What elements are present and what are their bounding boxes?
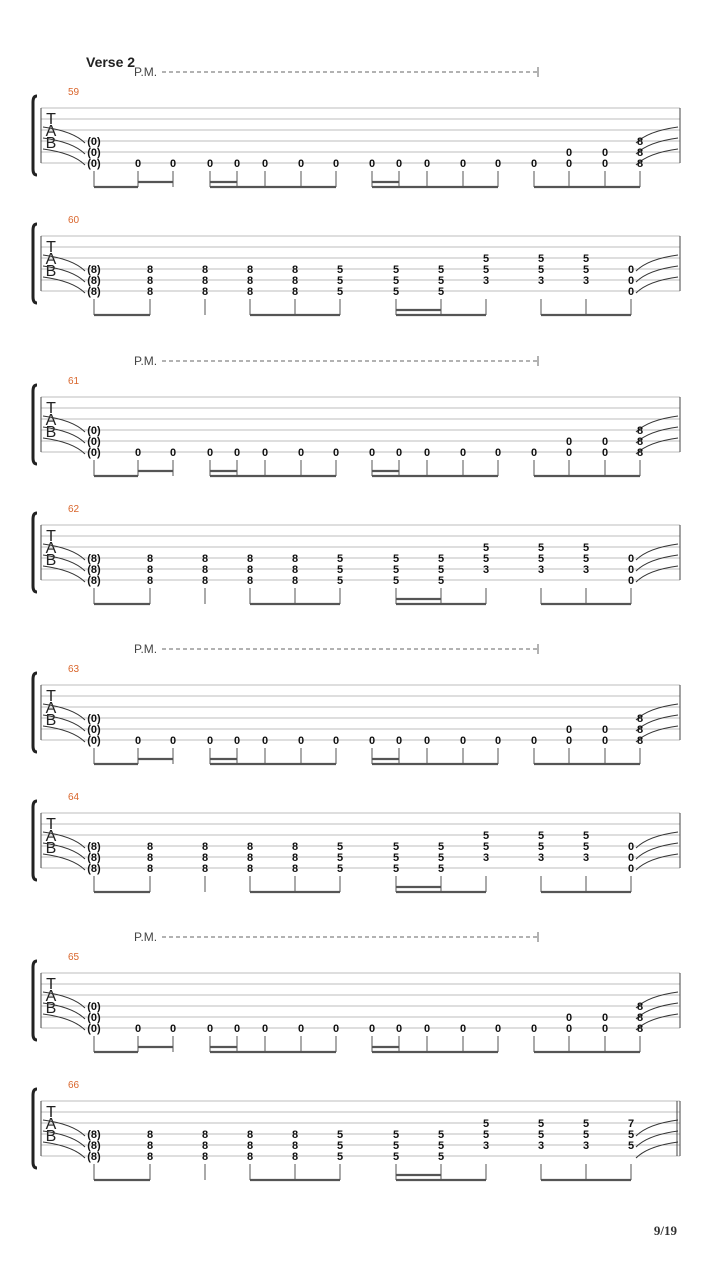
fret-number: 3 xyxy=(582,852,590,864)
tab-clef-letter: B xyxy=(45,263,57,280)
tab-clef-letter: A xyxy=(45,412,57,429)
tab-clef-letter: T xyxy=(46,111,56,128)
fret-number: 0 xyxy=(565,724,573,736)
fret-number: 0 xyxy=(627,852,635,864)
fret-number: 8 xyxy=(636,425,644,437)
fret-number: 0 xyxy=(627,286,635,298)
fret-number: 5 xyxy=(482,1118,490,1130)
fret-number: 0 xyxy=(494,447,502,459)
fret-number: 5 xyxy=(336,863,344,875)
fret-number: 5 xyxy=(537,1118,545,1130)
fret-number: 8 xyxy=(246,863,254,875)
bar-number: 60 xyxy=(68,215,80,226)
fret-number: 5 xyxy=(437,275,445,287)
fret-number: 5 xyxy=(482,253,490,265)
fret-number: 8 xyxy=(201,1151,209,1163)
tab-clef-letter: T xyxy=(46,688,56,705)
fret-number: 0 xyxy=(332,1023,340,1035)
fret-number: 0 xyxy=(297,158,305,170)
fret-number: 5 xyxy=(336,852,344,864)
palm-mute-label: P.M. xyxy=(134,354,158,368)
fret-number: 5 xyxy=(537,542,545,554)
tab-system-61 xyxy=(33,354,680,476)
fret-number: 5 xyxy=(627,1140,635,1152)
fret-number: 0 xyxy=(423,158,431,170)
fret-number: 5 xyxy=(482,1129,490,1141)
tab-clef-letter: B xyxy=(45,712,57,729)
fret-number: 5 xyxy=(336,841,344,853)
tied-note: (0) xyxy=(87,436,101,448)
fret-number: 3 xyxy=(537,852,545,864)
fret-number: 0 xyxy=(261,1023,269,1035)
fret-number: 0 xyxy=(261,158,269,170)
tied-note: (0) xyxy=(87,1001,101,1013)
fret-number: 5 xyxy=(392,264,400,276)
fret-number: 8 xyxy=(636,713,644,725)
fret-number: 0 xyxy=(627,264,635,276)
fret-number: 5 xyxy=(336,1151,344,1163)
bar-number: 65 xyxy=(68,952,80,963)
fret-number: 8 xyxy=(201,1140,209,1152)
fret-number: 5 xyxy=(336,1140,344,1152)
fret-number: 8 xyxy=(146,1129,154,1141)
fret-number: 0 xyxy=(169,735,177,747)
fret-number: 0 xyxy=(565,735,573,747)
fret-number: 8 xyxy=(146,841,154,853)
fret-number: 8 xyxy=(246,286,254,298)
fret-number: 8 xyxy=(201,564,209,576)
fret-number: 3 xyxy=(482,275,490,287)
fret-number: 5 xyxy=(582,542,590,554)
fret-number: 8 xyxy=(146,1140,154,1152)
fret-number: 5 xyxy=(582,264,590,276)
fret-number: 0 xyxy=(233,447,241,459)
fret-number: 5 xyxy=(437,575,445,587)
tied-note: (8) xyxy=(87,841,101,853)
fret-number: 8 xyxy=(291,1151,299,1163)
fret-number: 8 xyxy=(201,264,209,276)
fret-number: 5 xyxy=(582,841,590,853)
fret-number: 0 xyxy=(134,158,142,170)
fret-number: 8 xyxy=(291,841,299,853)
fret-number: 0 xyxy=(494,735,502,747)
fret-number: 0 xyxy=(233,735,241,747)
fret-number: 0 xyxy=(494,1023,502,1035)
tab-clef-letter: B xyxy=(45,552,57,569)
fret-number: 8 xyxy=(636,447,644,459)
fret-number: 5 xyxy=(437,863,445,875)
fret-number: 5 xyxy=(392,564,400,576)
fret-number: 5 xyxy=(537,1129,545,1141)
palm-mute-label: P.M. xyxy=(134,930,158,944)
fret-number: 8 xyxy=(246,1151,254,1163)
tab-system-64 xyxy=(33,792,680,892)
bar-number: 61 xyxy=(68,376,80,387)
fret-number: 8 xyxy=(291,852,299,864)
fret-number: 8 xyxy=(636,136,644,148)
fret-number: 8 xyxy=(146,863,154,875)
fret-number: 3 xyxy=(537,1140,545,1152)
tied-note: (8) xyxy=(87,1129,101,1141)
tab-clef-letter: A xyxy=(45,828,57,845)
bar-number: 59 xyxy=(68,87,80,98)
section-title: Verse 2 xyxy=(86,54,136,70)
fret-number: 0 xyxy=(423,735,431,747)
tab-clef-letter: B xyxy=(45,1128,57,1145)
fret-number: 7 xyxy=(627,1118,635,1130)
fret-number: 8 xyxy=(201,863,209,875)
bar-number: 66 xyxy=(68,1080,80,1091)
fret-number: 3 xyxy=(582,275,590,287)
fret-number: 8 xyxy=(246,1140,254,1152)
page-number: 9/19 xyxy=(653,1223,677,1238)
fret-number: 8 xyxy=(246,852,254,864)
fret-number: 0 xyxy=(530,158,538,170)
fret-number: 5 xyxy=(336,264,344,276)
fret-number: 0 xyxy=(206,1023,214,1035)
fret-number: 8 xyxy=(636,436,644,448)
system-bracket xyxy=(33,224,37,303)
fret-number: 8 xyxy=(201,553,209,565)
fret-number: 0 xyxy=(368,447,376,459)
fret-number: 0 xyxy=(206,158,214,170)
fret-number: 5 xyxy=(437,841,445,853)
tab-system-65 xyxy=(33,930,680,1052)
system-bracket xyxy=(33,96,37,175)
palm-mute-label: P.M. xyxy=(134,65,158,79)
fret-number: 8 xyxy=(636,724,644,736)
fret-number: 0 xyxy=(233,1023,241,1035)
tab-clef-letter: A xyxy=(45,700,57,717)
fret-number: 8 xyxy=(636,158,644,170)
system-bracket xyxy=(33,513,37,592)
fret-number: 8 xyxy=(146,1151,154,1163)
fret-number: 5 xyxy=(437,1140,445,1152)
fret-number: 5 xyxy=(336,1129,344,1141)
tied-note: (8) xyxy=(87,1151,101,1163)
fret-number: 8 xyxy=(246,575,254,587)
fret-number: 8 xyxy=(636,1012,644,1024)
fret-number: 5 xyxy=(336,553,344,565)
tied-note: (0) xyxy=(87,158,101,170)
fret-number: 5 xyxy=(627,1129,635,1141)
fret-number: 3 xyxy=(582,1140,590,1152)
fret-number: 5 xyxy=(537,553,545,565)
fret-number: 8 xyxy=(146,286,154,298)
tied-note: (8) xyxy=(87,852,101,864)
fret-number: 0 xyxy=(627,553,635,565)
tied-note: (8) xyxy=(87,1140,101,1152)
fret-number: 5 xyxy=(392,575,400,587)
fret-number: 5 xyxy=(392,1140,400,1152)
fret-number: 0 xyxy=(459,735,467,747)
fret-number: 3 xyxy=(482,852,490,864)
fret-number: 8 xyxy=(291,1129,299,1141)
fret-number: 3 xyxy=(482,1140,490,1152)
fret-number: 8 xyxy=(201,1129,209,1141)
fret-number: 5 xyxy=(482,830,490,842)
fret-number: 8 xyxy=(636,147,644,159)
fret-number: 5 xyxy=(392,286,400,298)
fret-number: 5 xyxy=(392,841,400,853)
fret-number: 8 xyxy=(201,575,209,587)
fret-number: 0 xyxy=(459,447,467,459)
tab-clef-letter: B xyxy=(45,424,57,441)
tab-system-66 xyxy=(33,1080,680,1180)
fret-number: 5 xyxy=(437,1151,445,1163)
fret-number: 5 xyxy=(392,852,400,864)
fret-number: 8 xyxy=(146,553,154,565)
tied-note: (8) xyxy=(87,286,101,298)
fret-number: 5 xyxy=(336,286,344,298)
fret-number: 5 xyxy=(537,830,545,842)
fret-number: 0 xyxy=(423,447,431,459)
fret-number: 0 xyxy=(627,275,635,287)
fret-number: 0 xyxy=(565,1023,573,1035)
fret-number: 3 xyxy=(582,564,590,576)
fret-number: 0 xyxy=(261,735,269,747)
fret-number: 0 xyxy=(459,158,467,170)
fret-number: 0 xyxy=(395,158,403,170)
fret-number: 0 xyxy=(134,447,142,459)
fret-number: 0 xyxy=(169,1023,177,1035)
fret-number: 0 xyxy=(368,158,376,170)
fret-number: 5 xyxy=(482,553,490,565)
fret-number: 8 xyxy=(636,1023,644,1035)
fret-number: 0 xyxy=(134,1023,142,1035)
fret-number: 0 xyxy=(206,447,214,459)
fret-number: 3 xyxy=(537,275,545,287)
tab-clef-letter: T xyxy=(46,976,56,993)
fret-number: 3 xyxy=(482,564,490,576)
tied-note: (0) xyxy=(87,724,101,736)
system-bracket xyxy=(33,385,37,464)
fret-number: 5 xyxy=(437,553,445,565)
tied-note: (8) xyxy=(87,275,101,287)
tab-system-63 xyxy=(33,642,680,764)
fret-number: 0 xyxy=(169,447,177,459)
tied-note: (0) xyxy=(87,447,101,459)
fret-number: 8 xyxy=(146,264,154,276)
fret-number: 8 xyxy=(291,553,299,565)
system-bracket xyxy=(33,673,37,752)
fret-number: 5 xyxy=(392,553,400,565)
fret-number: 0 xyxy=(601,724,609,736)
tied-note: (0) xyxy=(87,136,101,148)
bar-number: 64 xyxy=(68,792,80,803)
fret-number: 5 xyxy=(437,852,445,864)
fret-number: 5 xyxy=(392,1151,400,1163)
fret-number: 0 xyxy=(601,1023,609,1035)
tab-clef-letter: T xyxy=(46,528,56,545)
fret-number: 0 xyxy=(601,147,609,159)
fret-number: 0 xyxy=(565,1012,573,1024)
system-bracket xyxy=(33,801,37,880)
fret-number: 8 xyxy=(636,1001,644,1013)
fret-number: 8 xyxy=(291,264,299,276)
fret-number: 5 xyxy=(336,564,344,576)
fret-number: 5 xyxy=(392,863,400,875)
fret-number: 0 xyxy=(565,447,573,459)
fret-number: 0 xyxy=(332,447,340,459)
fret-number: 0 xyxy=(134,735,142,747)
fret-number: 0 xyxy=(395,1023,403,1035)
tied-note: (0) xyxy=(87,1023,101,1035)
fret-number: 5 xyxy=(582,1118,590,1130)
tab-clef-letter: A xyxy=(45,123,57,140)
fret-number: 8 xyxy=(291,275,299,287)
fret-number: 0 xyxy=(627,564,635,576)
fret-number: 0 xyxy=(601,1012,609,1024)
fret-number: 0 xyxy=(627,841,635,853)
fret-number: 5 xyxy=(482,542,490,554)
tied-note: (8) xyxy=(87,863,101,875)
tab-clef-letter: A xyxy=(45,988,57,1005)
fret-number: 8 xyxy=(291,575,299,587)
tied-note: (0) xyxy=(87,1012,101,1024)
fret-number: 0 xyxy=(565,147,573,159)
fret-number: 8 xyxy=(246,275,254,287)
fret-number: 0 xyxy=(297,735,305,747)
tab-clef-letter: T xyxy=(46,239,56,256)
fret-number: 0 xyxy=(261,447,269,459)
fret-number: 8 xyxy=(291,564,299,576)
fret-number: 0 xyxy=(530,447,538,459)
tied-note: (8) xyxy=(87,553,101,565)
fret-number: 5 xyxy=(537,264,545,276)
fret-number: 0 xyxy=(627,575,635,587)
fret-number: 5 xyxy=(392,1129,400,1141)
fret-number: 0 xyxy=(530,735,538,747)
tab-clef-letter: B xyxy=(45,840,57,857)
fret-number: 0 xyxy=(601,735,609,747)
fret-number: 0 xyxy=(565,158,573,170)
palm-mute-label: P.M. xyxy=(134,642,158,656)
fret-number: 0 xyxy=(459,1023,467,1035)
fret-number: 0 xyxy=(601,447,609,459)
fret-number: 8 xyxy=(246,564,254,576)
bar-number: 62 xyxy=(68,504,80,515)
fret-number: 8 xyxy=(246,1129,254,1141)
fret-number: 5 xyxy=(537,841,545,853)
fret-number: 8 xyxy=(291,1140,299,1152)
fret-number: 8 xyxy=(246,264,254,276)
tied-note: (8) xyxy=(87,575,101,587)
fret-number: 0 xyxy=(627,863,635,875)
tab-clef-letter: A xyxy=(45,1116,57,1133)
fret-number: 0 xyxy=(297,447,305,459)
fret-number: 5 xyxy=(437,1129,445,1141)
tab-clef-letter: T xyxy=(46,1104,56,1121)
fret-number: 0 xyxy=(423,1023,431,1035)
fret-number: 8 xyxy=(291,286,299,298)
fret-number: 0 xyxy=(297,1023,305,1035)
fret-number: 8 xyxy=(201,275,209,287)
fret-number: 5 xyxy=(482,841,490,853)
fret-number: 8 xyxy=(636,735,644,747)
fret-number: 8 xyxy=(201,286,209,298)
fret-number: 8 xyxy=(246,841,254,853)
fret-number: 5 xyxy=(437,564,445,576)
tab-system-60 xyxy=(33,215,680,315)
fret-number: 0 xyxy=(368,1023,376,1035)
system-bracket xyxy=(33,961,37,1040)
fret-number: 5 xyxy=(582,253,590,265)
fret-number: 5 xyxy=(392,275,400,287)
fret-number: 5 xyxy=(582,553,590,565)
fret-number: 0 xyxy=(565,436,573,448)
fret-number: 0 xyxy=(494,158,502,170)
fret-number: 5 xyxy=(482,264,490,276)
tab-system-62 xyxy=(33,504,680,604)
fret-number: 8 xyxy=(146,275,154,287)
systems xyxy=(33,65,680,1180)
fret-number: 0 xyxy=(601,158,609,170)
fret-number: 0 xyxy=(395,447,403,459)
fret-number: 8 xyxy=(146,575,154,587)
system-bracket xyxy=(33,1089,37,1168)
fret-number: 0 xyxy=(233,158,241,170)
fret-number: 0 xyxy=(368,735,376,747)
tab-clef-letter: A xyxy=(45,540,57,557)
fret-number: 0 xyxy=(206,735,214,747)
tied-note: (0) xyxy=(87,713,101,725)
tab-clef-letter: B xyxy=(45,135,57,152)
tied-note: (8) xyxy=(87,564,101,576)
fret-number: 0 xyxy=(332,735,340,747)
fret-number: 0 xyxy=(601,436,609,448)
fret-number: 8 xyxy=(146,564,154,576)
fret-number: 8 xyxy=(201,852,209,864)
fret-number: 5 xyxy=(582,830,590,842)
fret-number: 8 xyxy=(201,841,209,853)
fret-number: 8 xyxy=(246,553,254,565)
tied-note: (8) xyxy=(87,264,101,276)
fret-number: 5 xyxy=(537,253,545,265)
fret-number: 0 xyxy=(332,158,340,170)
fret-number: 5 xyxy=(437,286,445,298)
fret-number: 8 xyxy=(146,852,154,864)
tied-note: (0) xyxy=(87,147,101,159)
tab-system-59 xyxy=(33,65,680,187)
fret-number: 5 xyxy=(437,264,445,276)
fret-number: 0 xyxy=(395,735,403,747)
fret-number: 5 xyxy=(336,575,344,587)
fret-number: 5 xyxy=(582,1129,590,1141)
tied-note: (0) xyxy=(87,735,101,747)
fret-number: 0 xyxy=(530,1023,538,1035)
tab-clef-letter: T xyxy=(46,816,56,833)
fret-number: 5 xyxy=(336,275,344,287)
tab-clef-letter: T xyxy=(46,400,56,417)
tab-clef-letter: B xyxy=(45,1000,57,1017)
bar-number: 63 xyxy=(68,664,80,675)
fret-number: 8 xyxy=(291,863,299,875)
tied-note: (0) xyxy=(87,425,101,437)
fret-number: 3 xyxy=(537,564,545,576)
tab-clef-letter: A xyxy=(45,251,57,268)
fret-number: 0 xyxy=(169,158,177,170)
